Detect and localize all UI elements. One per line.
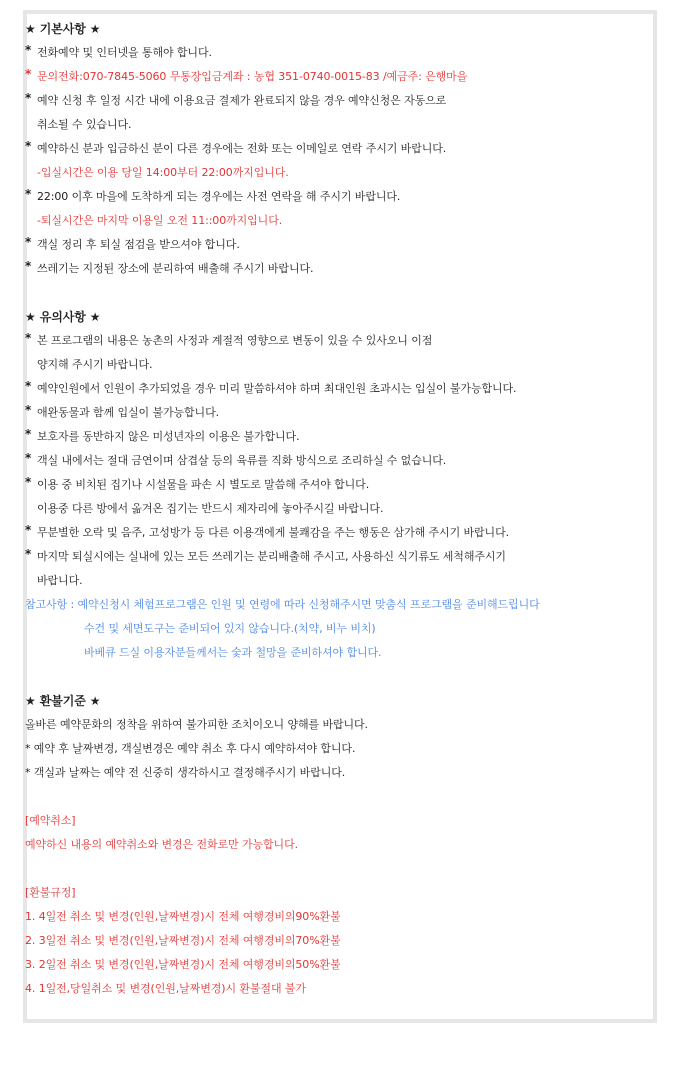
refund-rule: 2. 3일전 취소 및 변경(인원,날짜변경)시 전체 여행경비의70%환불 (25, 934, 341, 947)
cautions-item-cont: 바랍니다. (37, 574, 83, 587)
basics-item-cont: 취소될 수 있습니다. (37, 118, 132, 131)
cautions-item-cont: 이용중 다른 방에서 옮겨온 집기는 반드시 제자리에 놓아주시길 바랍니다. (37, 502, 384, 515)
basics-item: * 객실 정리 후 퇴실 점검을 받으셔야 합니다. (25, 235, 240, 251)
basics-item: * 쓰레기는 지정된 장소에 분리하여 배출해 주시기 바랍니다. (25, 259, 314, 275)
section-title-refund: ★ 환불기준 ★ (25, 694, 101, 708)
cautions-item: * 객실 내에서는 절대 금연이며 삼겹살 등의 육류를 직화 방식으로 조리하실 수 없습니다. (25, 451, 447, 467)
checkout-time: -퇴실시간은 마지막 이용일 오전 11::00까지입니다. (37, 214, 283, 227)
cautions-item: * 보호자를 동반하지 않은 미성년자의 이용은 불가합니다. (25, 427, 300, 443)
section-title-basics: ★ 기본사항 ★ (25, 22, 101, 36)
cautions-item: * 애완동물과 함께 입실이 불가능합니다. (25, 403, 220, 419)
basics-item: * 예약하신 분과 입금하신 분이 다른 경우에는 전화 또는 이메일로 연락 주시기 바랍니다. (25, 139, 447, 155)
reference-note-cont: 바베큐 드실 이용자분들께서는 숯과 철망을 준비하셔야 합니다. (84, 646, 382, 659)
cautions-item: * 본 프로그램의 내용은 농촌의 사정과 계절적 영향으로 변동이 있을 수 있사오니 이점 (25, 331, 433, 347)
cautions-item: * 마지막 퇴실시에는 실내에 있는 모든 쓰레기는 분리배출해 주시고, 사용하신 식기류도 세척해주시기 (25, 547, 506, 563)
cautions-item: * 무분별한 오락 및 음주, 고성방가 등 다른 이용객에게 불쾌감을 주는 행동은 삼가해 주시기 바랍니다. (25, 523, 509, 539)
basics-item: * 예약 신청 후 일정 시간 내에 이용요금 결제가 완료되지 않을 경우 예약신청은 자동으로 (25, 91, 447, 107)
cancel-title: [예약취소] (25, 814, 76, 827)
cautions-item: * 예약인원에서 인원이 추가되었을 경우 미리 말씀하셔야 하며 최대인원 초과시는 입실이 불가능합니다. (25, 379, 517, 395)
cautions-item-cont: 양지해 주시기 바랍니다. (37, 358, 153, 371)
refund-rule: 4. 1일전,당일취소 및 변경(인원,날짜변경)시 환불절대 불가 (25, 982, 306, 995)
refund-rule: 3. 2일전 취소 및 변경(인원,날짜변경)시 전체 여행경비의50%환불 (25, 958, 341, 971)
checkin-time: -입실시간은 이용 당일 14:00부터 22:00까지입니다. (37, 166, 289, 179)
refund-item: * 예약 후 날짜변경, 객실변경은 예약 취소 후 다시 예약하셔야 합니다. (25, 742, 356, 755)
notice-content (25, 17, 674, 1001)
refund-intro: 올바른 예약문화의 정착을 위하여 불가피한 조치이오니 양해를 바랍니다. (25, 718, 368, 731)
refund-item: * 객실과 날짜는 예약 전 신중히 생각하시고 결정해주시기 바랍니다. (25, 766, 346, 779)
basics-item: * 22:00 이후 마을에 도착하게 되는 경우에는 사전 연락을 해 주시기 바랍니다. (25, 187, 401, 203)
reference-note: 참고사항 : 예약신청시 체험프로그램은 인원 및 연령에 따라 신청해주시면 맞춤식 프로그램을 준비해드립니다 (25, 598, 540, 611)
refund-rule: 1. 4일전 취소 및 변경(인원,날짜변경)시 전체 여행경비의90%환불 (25, 910, 341, 923)
basics-item: * 전화예약 및 인터넷을 통해야 합니다. (25, 43, 212, 59)
cancel-text: 예약하신 내용의 예약취소와 변경은 전화로만 가능합니다. (25, 838, 299, 851)
section-title-cautions: ★ 유의사항 ★ (25, 310, 101, 324)
basics-contact: * 문의전화:070-7845-5060 무통장입금계좌 : 농협 351-0740-0015-83 /예금주: 은행마을 (25, 67, 468, 83)
refund-rules-title: [환불규정] (25, 886, 76, 899)
cautions-item: * 이용 중 비치된 집기나 시설물을 파손 시 별도로 말씀해 주셔야 합니다. (25, 475, 370, 491)
reference-note-cont: 수건 및 세면도구는 준비되어 있지 않습니다.(치약, 비누 비치) (84, 622, 376, 635)
